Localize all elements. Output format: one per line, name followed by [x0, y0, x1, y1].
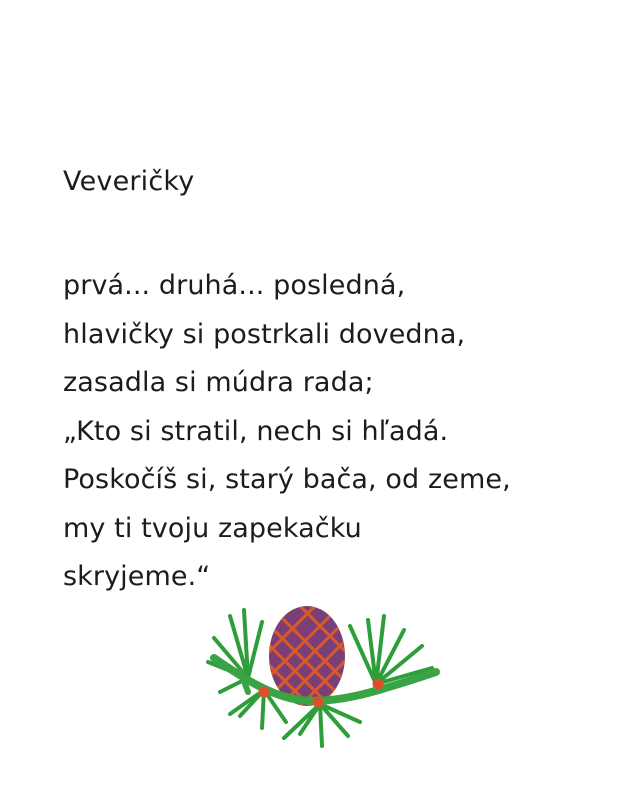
poem-body — [63, 262, 511, 602]
poem-line: my ti tvoju zapekačku — [63, 512, 362, 544]
poem-line: „Kto si stratil, nech si hľadá. — [63, 415, 449, 447]
poem-line: Poskočíš si, starý bača, od zeme, — [63, 464, 511, 495]
poem-line: skryjeme.“ — [63, 561, 211, 592]
poem-line: hlavičky si postrkali dovedna, — [63, 318, 466, 350]
poem-line: zasadla si múdra rada; — [63, 367, 374, 398]
poem-title: Veveričky — [63, 166, 195, 197]
poem-line: prvá... druhá... posledná, — [63, 270, 406, 301]
pine-cone-branch-icon — [200, 596, 450, 756]
